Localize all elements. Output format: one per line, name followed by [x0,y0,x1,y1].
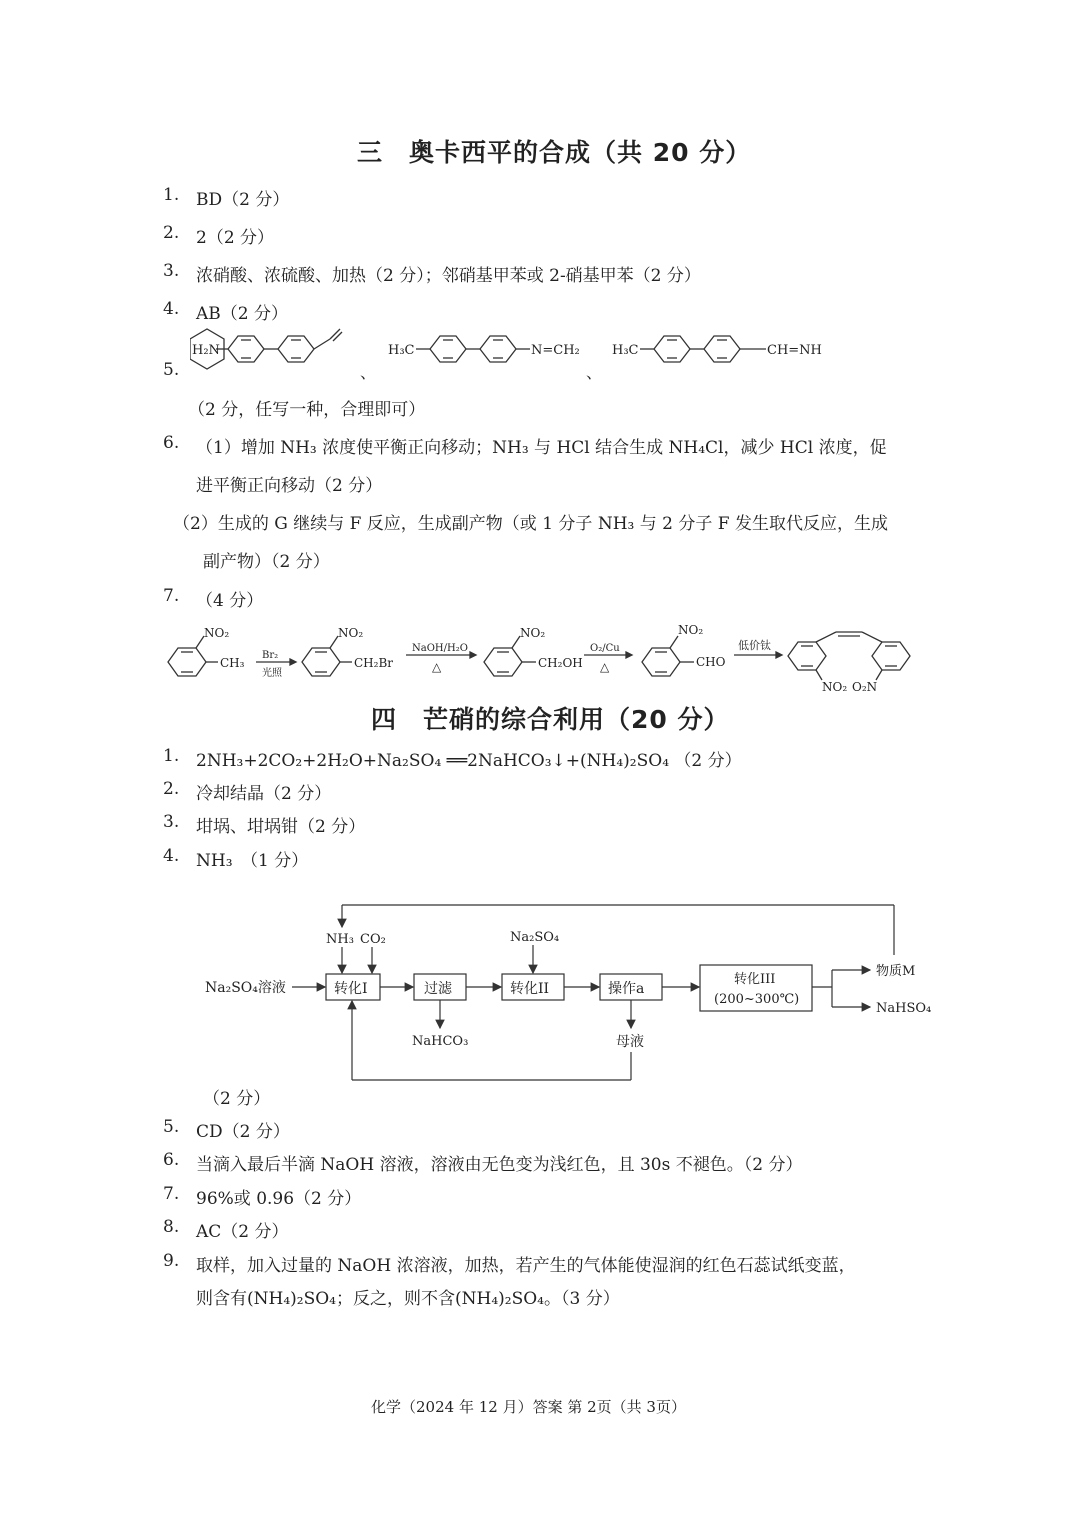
reagent3-bottom: △ [600,660,610,674]
no2-label: NO₂ [204,626,230,640]
ch2oh-label: CH₂OH [538,656,583,670]
s4-answer-9-line1: 取样，加入过量的 NaOH 浓溶液，加热，若产生的气体能使湿润的红色石蕊试纸变蓝， [196,1256,856,1276]
q-number: 3. [163,812,180,832]
page-footer: 化学（2024 年 12 月）答案 第 2页（共 3页） [371,1398,686,1416]
q5-struct2-left: H₃C [388,343,415,358]
reagent4-top: 低价钛 [738,639,771,652]
q5-sep: 、 [360,363,377,380]
s4-answer-3: 坩埚、坩埚钳（2 分） [196,817,366,837]
q5-struct1-label: H₂N [192,343,220,358]
s3-answer-3: 浓硝酸、浓硫酸、加热（2 分）；邻硝基甲苯或 2-硝基甲苯（2 分） [196,266,701,286]
box3-label: 转化II [510,981,550,997]
q5-struct2-right: N=CH₂ [531,343,580,358]
biphenyl-3 [640,336,766,362]
flow-co2: CO₂ [360,932,386,947]
s4-answer-9-line2: 则含有(NH₄)₂SO₄；反之，则不含(NH₄)₂SO₄。（3 分） [196,1289,620,1309]
q5-sep: 、 [586,363,603,380]
reagent3-top: O₂/Cu [590,643,620,654]
q5-structures [190,328,850,380]
q-number: 5. [163,360,180,380]
q-number: 6. [163,433,180,453]
box4-label: 操作a [608,981,645,997]
q-number: 7. [163,586,180,606]
q-number: 2. [163,779,180,799]
s3-answer-1: BD（2 分） [196,190,290,210]
q-number: 6. [163,1150,180,1170]
flow-input: Na₂SO₄溶液 [205,980,286,996]
flow-nahco3: NaHCO₃ [412,1034,469,1049]
flow-out-nahso4: NaHSO₄ [876,1001,932,1016]
flow-nh3: NH₃ [326,932,354,947]
q-number: 4. [163,846,180,866]
flow-out-m: 物质M [876,964,916,979]
cho-label: CHO [696,655,726,669]
s3-answer-6-line4: 副产物）（2 分） [203,552,330,572]
section4-title: 四 芒硝的综合利用（20 分） [371,705,730,734]
s3-answer-4: AB（2 分） [196,304,288,324]
s3-answer-6-line3: （2）生成的 G 继续与 F 反应，生成副产物（或 1 分子 NH₃ 与 2 分子 F 发生取代反应，生成 [173,514,888,534]
q5-struct3-right: CH=NH [767,343,822,358]
s4-flow-score: （2 分） [203,1089,271,1109]
no2-label: NO₂ [520,626,546,640]
s4-answer-2: 冷却结晶（2 分） [196,784,332,804]
flow-na2so4: Na₂SO₄ [510,930,560,945]
s4-answer-4: NH₃ （1 分） [196,851,309,871]
no2-label: NO₂ [338,626,364,640]
box2-label: 过滤 [424,981,452,997]
s4-answer-8: AC（2 分） [196,1222,289,1242]
reagent1-top: Br₂ [262,650,279,661]
reagent2-top: NaOH/H₂O [412,643,468,654]
q-number: 4. [163,299,180,319]
q-number: 1. [163,185,180,205]
s3-answer-6-line2: 进平衡正向移动（2 分） [196,476,383,496]
q-number: 1. [163,746,180,766]
s4-answer-6: 当滴入最后半滴 NaOH 溶液，溶液由无色变为浅红色，且 30s 不褪色。（2 分） [196,1155,803,1175]
process-flow-diagram [200,895,940,1085]
biphenyl-1 [216,329,342,362]
q-number: 2. [163,223,180,243]
q-number: 5. [163,1117,180,1137]
q-number: 7. [163,1184,180,1204]
s4-answer-1: 2NH₃+2CO₂+2H₂O+Na₂SO₄ ══2NaHCO₃↓+(NH₄)₂SO₄ （2 分） [196,751,742,771]
s3-answer-6-line1: （1）增加 NH₃ 浓度使平衡正向移动；NH₃ 与 HCl 结合生成 NH₄Cl，减少 HCl 浓度，促 [196,438,887,458]
s3-answer-5-note: （2 分，任写一种，合理即可） [188,400,426,420]
reagent1-bottom: 光照 [262,668,282,679]
flow-mother-liquor: 母液 [616,1034,644,1050]
box1-label: 转化I [334,981,368,997]
q-number: 9. [163,1251,180,1271]
s4-answer-5: CD（2 分） [196,1122,290,1142]
reagent2-bottom: △ [432,660,442,674]
s3-answer-7: （4 分） [196,591,264,611]
q5-struct3-left: H₃C [612,343,639,358]
s3-answer-2: 2（2 分） [196,228,275,248]
q-number: 3. [163,261,180,281]
box5-line2: (200~300℃) [714,992,800,1007]
product-no2-left: NO₂ [822,680,848,694]
product-no2-right: O₂N [852,680,878,694]
ch3-label: CH₃ [220,656,245,670]
ch2br-label: CH₂Br [354,656,394,670]
biphenyl-2 [416,336,530,362]
section3-title: 三 奥卡西平的合成（共 20 分） [357,138,752,167]
s4-answer-7: 96%或 0.96（2 分） [196,1189,362,1209]
box5-line1: 转化III [734,972,776,987]
q7-synthesis-scheme [160,618,920,696]
no2-label: NO₂ [678,623,704,637]
q-number: 8. [163,1217,180,1237]
